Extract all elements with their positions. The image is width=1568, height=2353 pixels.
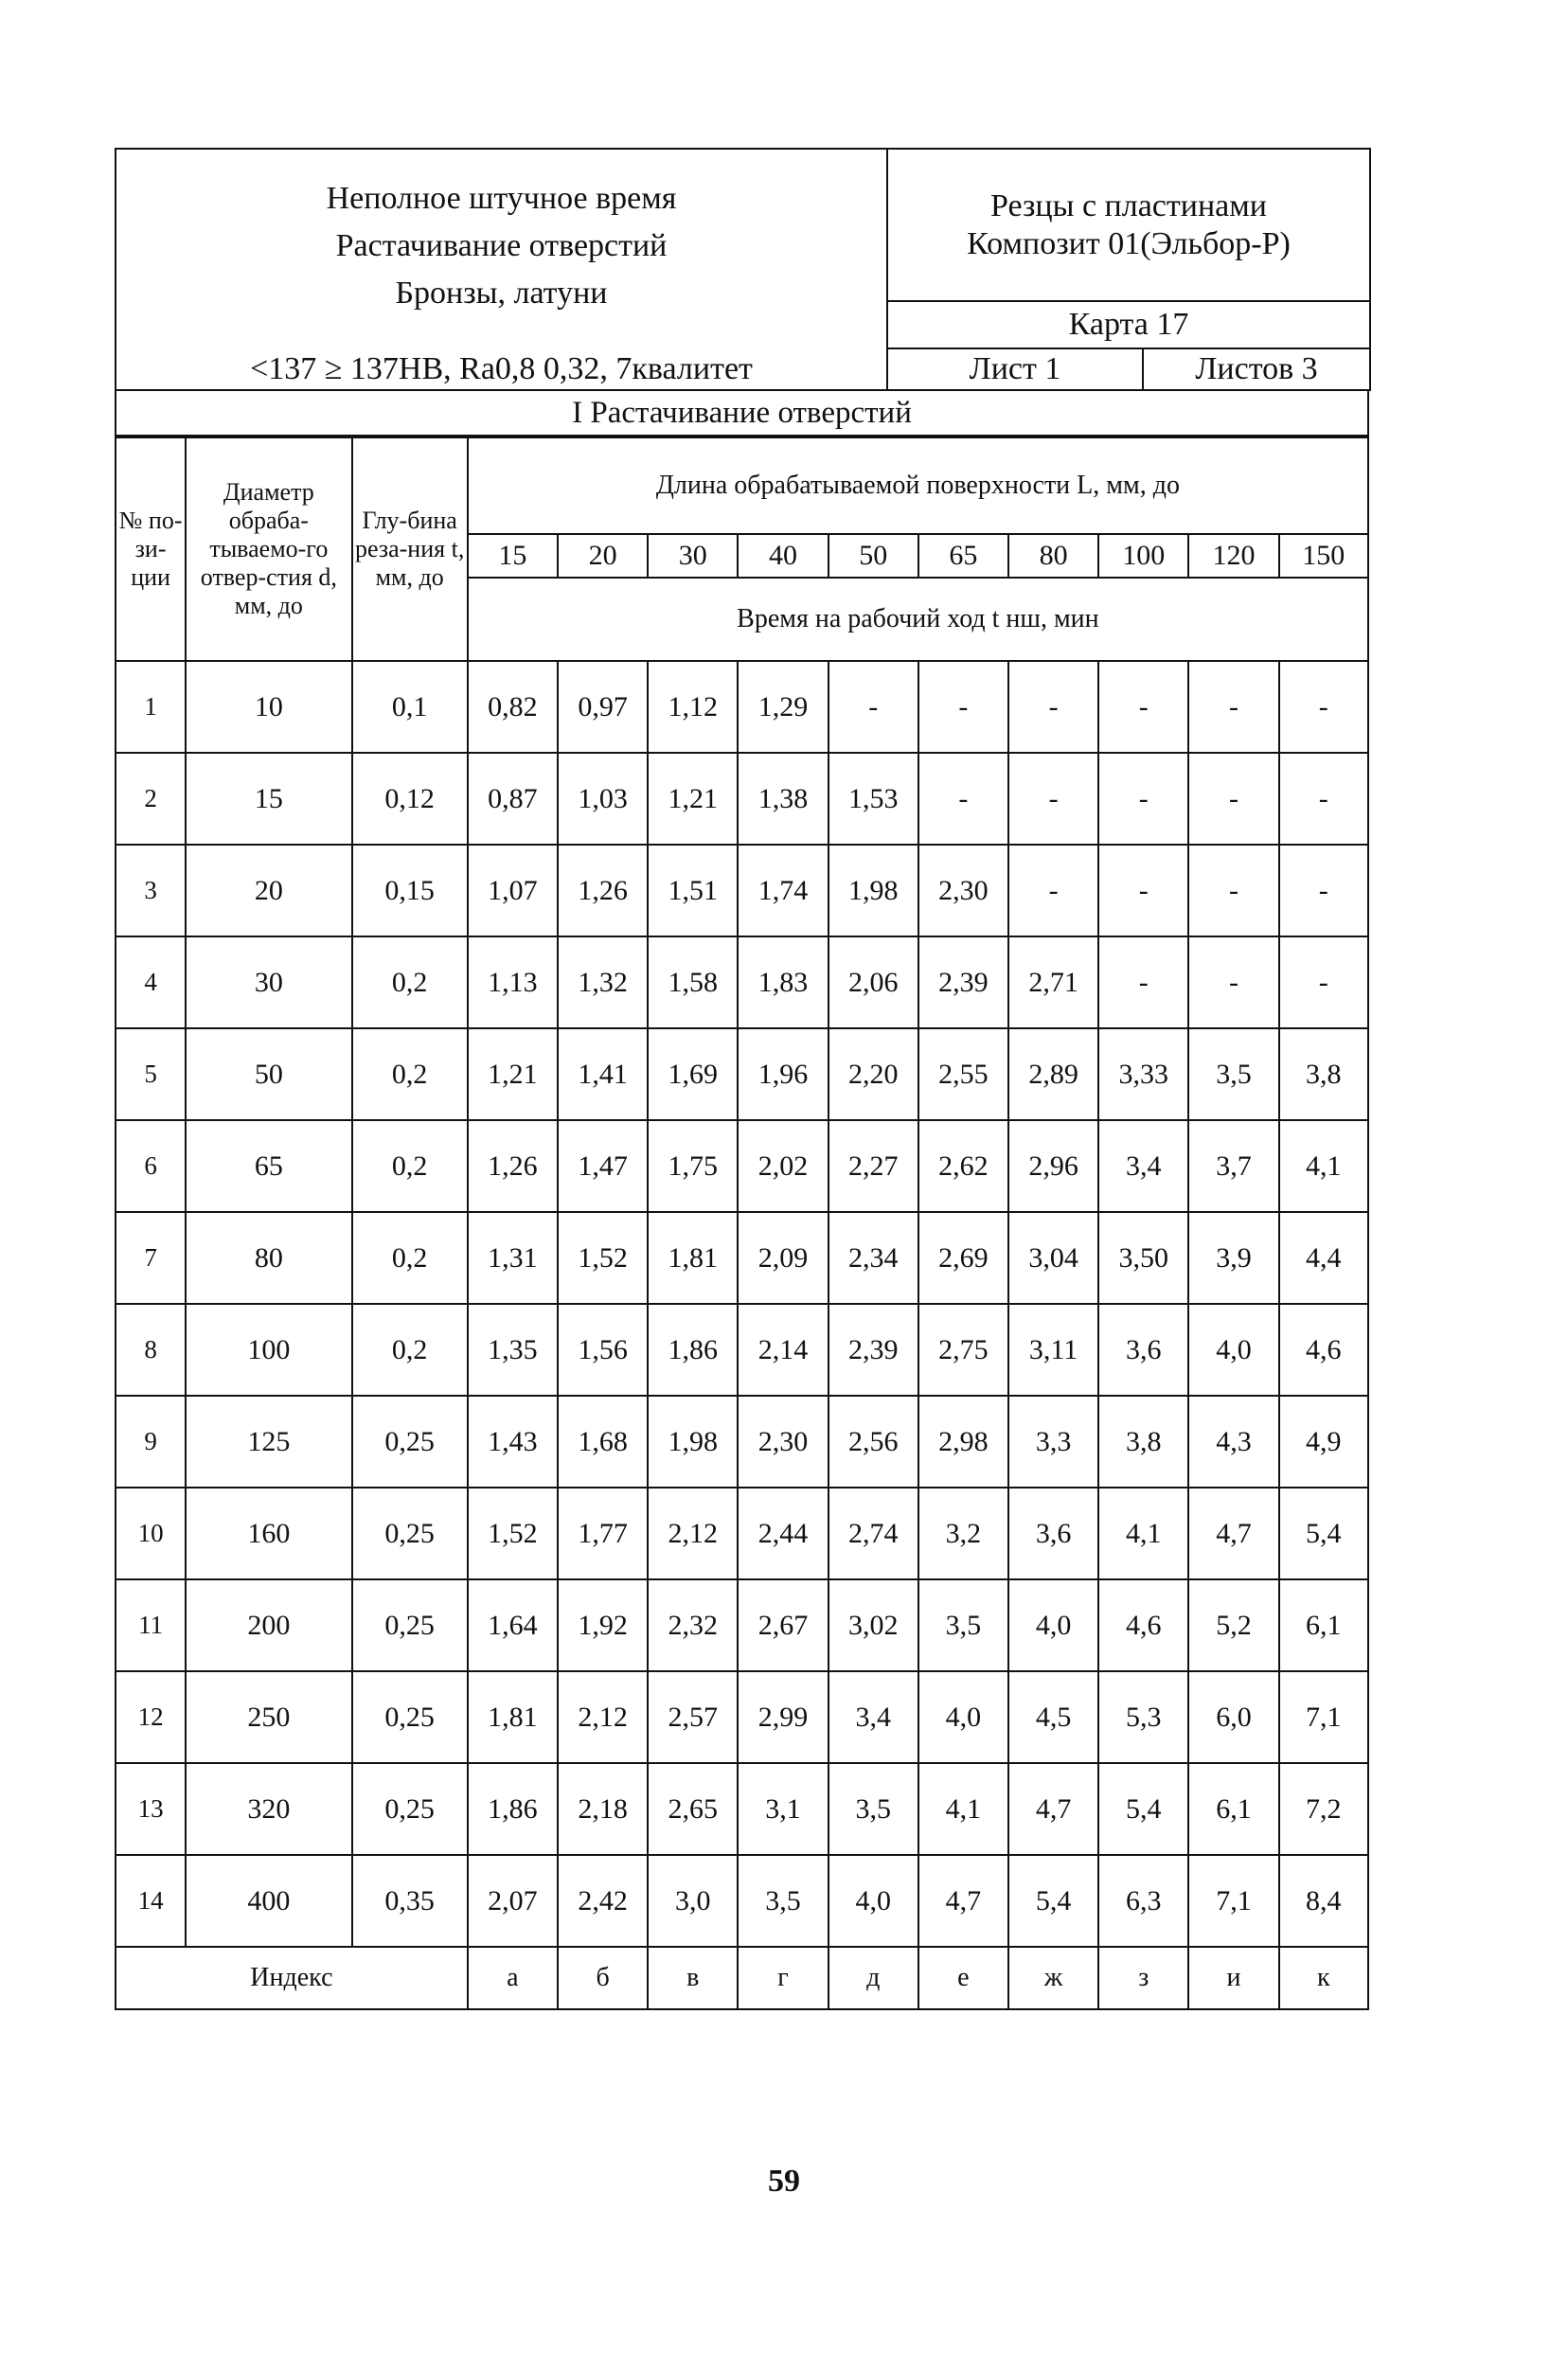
diameter-cell: 10: [186, 661, 351, 753]
time-cell: 1,75: [648, 1120, 738, 1212]
col-diameter-header: Диаметр обраба-тываемо-го отвер-стия d, мм, до: [186, 437, 351, 661]
time-cell: 2,39: [829, 1304, 918, 1396]
time-cell: 1,47: [558, 1120, 648, 1212]
time-cell: 2,39: [918, 936, 1008, 1028]
time-cell: 1,26: [558, 845, 648, 936]
table-row: [116, 1488, 1368, 1579]
time-cell: -: [1188, 845, 1278, 936]
position-cell: 9: [116, 1396, 186, 1488]
position-cell: 14: [116, 1855, 186, 1947]
time-cell: 2,09: [738, 1212, 828, 1304]
time-cell: 1,21: [468, 1028, 558, 1120]
time-cell: 4,5: [1008, 1671, 1098, 1763]
time-cell: 1,26: [468, 1120, 558, 1212]
time-cell: -: [918, 753, 1008, 845]
cutters-line1: Резцы с пластинами: [990, 187, 1267, 223]
table-row: [116, 1855, 1368, 1947]
time-cell: 3,9: [1188, 1212, 1278, 1304]
depth-cell: 0,35: [352, 1855, 468, 1947]
table-row: [116, 845, 1368, 936]
time-cell: 1,35: [468, 1304, 558, 1396]
diameter-cell: 250: [186, 1671, 351, 1763]
table-row: [116, 1579, 1368, 1671]
time-cell: 4,0: [918, 1671, 1008, 1763]
length-header: 15: [468, 534, 558, 578]
time-cell: 1,81: [468, 1671, 558, 1763]
table-row: [116, 1396, 1368, 1488]
time-cell: -: [1008, 753, 1098, 845]
depth-cell: 0,2: [352, 936, 468, 1028]
time-cell: 1,83: [738, 936, 828, 1028]
time-cell: 6,0: [1188, 1671, 1278, 1763]
index-cell: а: [468, 1947, 558, 2009]
time-cell: 1,52: [468, 1488, 558, 1579]
time-cell: -: [1279, 936, 1368, 1028]
col-depth-header: Глу-бина реза-ния t, мм, до: [352, 437, 468, 661]
depth-cell: 0,25: [352, 1396, 468, 1488]
index-row: [116, 1947, 1368, 2009]
length-header: 100: [1098, 534, 1188, 578]
time-cell: 1,92: [558, 1579, 648, 1671]
time-cell: 0,82: [468, 661, 558, 753]
time-cell: 2,30: [918, 845, 1008, 936]
table-row: [116, 753, 1368, 845]
position-cell: 12: [116, 1671, 186, 1763]
time-cell: 4,3: [1188, 1396, 1278, 1488]
depth-cell: 0,2: [352, 1304, 468, 1396]
length-header: 80: [1008, 534, 1098, 578]
index-cell: к: [1279, 1947, 1368, 2009]
time-cell: 3,8: [1279, 1028, 1368, 1120]
time-cell: 4,4: [1279, 1212, 1368, 1304]
time-cell: 1,56: [558, 1304, 648, 1396]
index-cell: в: [648, 1947, 738, 2009]
time-cell: 4,7: [1008, 1763, 1098, 1855]
index-cell: ж: [1008, 1947, 1098, 2009]
time-cell: 4,6: [1098, 1579, 1188, 1671]
time-cell: 3,11: [1008, 1304, 1098, 1396]
time-cell: 7,2: [1279, 1763, 1368, 1855]
time-cell: 2,12: [558, 1671, 648, 1763]
time-cell: -: [1008, 845, 1098, 936]
section-header: [115, 391, 1369, 437]
diameter-cell: 20: [186, 845, 351, 936]
depth-cell: 0,2: [352, 1212, 468, 1304]
diameter-cell: 125: [186, 1396, 351, 1488]
time-cell: 2,75: [918, 1304, 1008, 1396]
position-cell: 3: [116, 845, 186, 936]
depth-cell: 0,25: [352, 1671, 468, 1763]
time-cell: 4,9: [1279, 1396, 1368, 1488]
position-cell: 7: [116, 1212, 186, 1304]
time-cell: -: [1188, 661, 1278, 753]
table-row: [116, 1028, 1368, 1120]
depth-cell: 0,1: [352, 661, 468, 753]
time-cell: 2,42: [558, 1855, 648, 1947]
time-cell: 3,5: [738, 1855, 828, 1947]
table-row: [116, 1120, 1368, 1212]
time-cell: 2,14: [738, 1304, 828, 1396]
sheets-total: Листов 3: [1143, 348, 1370, 390]
index-label: Индекс: [116, 1947, 468, 2009]
time-cell: 4,1: [1098, 1488, 1188, 1579]
depth-cell: 0,2: [352, 1028, 468, 1120]
time-title: Время на рабочий ход t нш, мин: [468, 578, 1368, 661]
section-title: I Растачивание отверстий: [116, 391, 1368, 436]
position-cell: 4: [116, 936, 186, 1028]
time-cell: 3,5: [1188, 1028, 1278, 1120]
time-cell: 1,03: [558, 753, 648, 845]
time-table: [115, 437, 1369, 2010]
length-header: 50: [829, 534, 918, 578]
time-cell: 2,56: [829, 1396, 918, 1488]
time-cell: 1,74: [738, 845, 828, 936]
time-cell: 2,89: [1008, 1028, 1098, 1120]
time-cell: 3,50: [1098, 1212, 1188, 1304]
norm-card: [115, 148, 1369, 2010]
time-cell: 3,1: [738, 1763, 828, 1855]
time-cell: 6,1: [1279, 1579, 1368, 1671]
time-cell: 4,0: [829, 1855, 918, 1947]
time-cell: 2,27: [829, 1120, 918, 1212]
table-body: [116, 661, 1368, 1947]
position-cell: 13: [116, 1763, 186, 1855]
time-cell: 3,02: [829, 1579, 918, 1671]
index-cell: б: [558, 1947, 648, 2009]
index-cell: з: [1098, 1947, 1188, 2009]
time-cell: 2,30: [738, 1396, 828, 1488]
time-cell: 1,52: [558, 1212, 648, 1304]
time-cell: 1,77: [558, 1488, 648, 1579]
diameter-cell: 15: [186, 753, 351, 845]
time-cell: 5,3: [1098, 1671, 1188, 1763]
time-cell: 1,32: [558, 936, 648, 1028]
time-cell: 1,51: [648, 845, 738, 936]
time-cell: 7,1: [1279, 1671, 1368, 1763]
time-cell: 1,41: [558, 1028, 648, 1120]
table-row: [116, 661, 1368, 753]
diameter-cell: 30: [186, 936, 351, 1028]
time-cell: 0,97: [558, 661, 648, 753]
length-header: 30: [648, 534, 738, 578]
page-number: 59: [768, 2164, 800, 2199]
time-cell: 1,86: [468, 1763, 558, 1855]
time-cell: -: [1098, 936, 1188, 1028]
time-cell: -: [1008, 661, 1098, 753]
time-cell: 2,67: [738, 1579, 828, 1671]
time-cell: 2,65: [648, 1763, 738, 1855]
depth-cell: 0,2: [352, 1120, 468, 1212]
position-cell: 10: [116, 1488, 186, 1579]
time-cell: 2,20: [829, 1028, 918, 1120]
diameter-cell: 65: [186, 1120, 351, 1212]
col-position-header: № по-зи-ции: [116, 437, 186, 661]
title-line3: Бронзы, латуни: [395, 276, 608, 311]
time-cell: 3,4: [829, 1671, 918, 1763]
table-row: [116, 1763, 1368, 1855]
index-cell: г: [738, 1947, 828, 2009]
time-cell: 0,87: [468, 753, 558, 845]
time-cell: 1,96: [738, 1028, 828, 1120]
time-cell: 3,8: [1098, 1396, 1188, 1488]
time-cell: 3,0: [648, 1855, 738, 1947]
time-cell: 2,44: [738, 1488, 828, 1579]
time-cell: -: [829, 661, 918, 753]
time-cell: 4,0: [1008, 1579, 1098, 1671]
index-cell: е: [918, 1947, 1008, 2009]
time-cell: 2,71: [1008, 936, 1098, 1028]
cutters-line2: Композит 01(Эльбор-Р): [967, 225, 1291, 261]
title-line2: Растачивание отверстий: [335, 228, 668, 263]
position-cell: 2: [116, 753, 186, 845]
time-cell: 3,04: [1008, 1212, 1098, 1304]
time-cell: -: [1188, 936, 1278, 1028]
table-row: [116, 1304, 1368, 1396]
time-cell: 3,2: [918, 1488, 1008, 1579]
position-cell: 11: [116, 1579, 186, 1671]
diameter-cell: 100: [186, 1304, 351, 1396]
time-cell: 6,1: [1188, 1763, 1278, 1855]
time-cell: 5,4: [1098, 1763, 1188, 1855]
time-cell: 4,1: [918, 1763, 1008, 1855]
time-cell: 1,58: [648, 936, 738, 1028]
position-cell: 8: [116, 1304, 186, 1396]
time-cell: 3,4: [1098, 1120, 1188, 1212]
time-cell: 1,86: [648, 1304, 738, 1396]
time-cell: 1,98: [829, 845, 918, 936]
time-cell: 1,29: [738, 661, 828, 753]
time-cell: 1,81: [648, 1212, 738, 1304]
time-cell: 2,34: [829, 1212, 918, 1304]
time-cell: 1,53: [829, 753, 918, 845]
depth-cell: 0,25: [352, 1763, 468, 1855]
length-title: Длина обрабатываемой поверхности L, мм, до: [468, 437, 1368, 534]
length-header: 150: [1279, 534, 1368, 578]
diameter-cell: 200: [186, 1579, 351, 1671]
time-cell: 5,4: [1008, 1855, 1098, 1947]
time-cell: 2,96: [1008, 1120, 1098, 1212]
index-cell: и: [1188, 1947, 1278, 2009]
time-cell: 2,57: [648, 1671, 738, 1763]
table-row: [116, 1212, 1368, 1304]
depth-cell: 0,12: [352, 753, 468, 845]
cutters-cell: [887, 149, 1370, 301]
time-cell: 4,1: [1279, 1120, 1368, 1212]
time-cell: 1,43: [468, 1396, 558, 1488]
diameter-cell: 160: [186, 1488, 351, 1579]
time-cell: 3,3: [1008, 1396, 1098, 1488]
time-cell: 3,7: [1188, 1120, 1278, 1212]
time-cell: 3,6: [1008, 1488, 1098, 1579]
diameter-cell: 320: [186, 1763, 351, 1855]
time-cell: 2,02: [738, 1120, 828, 1212]
time-cell: 1,64: [468, 1579, 558, 1671]
table-row: [116, 936, 1368, 1028]
position-cell: 1: [116, 661, 186, 753]
position-cell: 6: [116, 1120, 186, 1212]
length-header: 20: [558, 534, 648, 578]
time-cell: 1,98: [648, 1396, 738, 1488]
time-cell: 3,5: [829, 1763, 918, 1855]
time-cell: 6,3: [1098, 1855, 1188, 1947]
time-cell: 7,1: [1188, 1855, 1278, 1947]
time-cell: 8,4: [1279, 1855, 1368, 1947]
time-cell: 1,68: [558, 1396, 648, 1488]
time-cell: 4,7: [1188, 1488, 1278, 1579]
title-line1: Неполное штучное время: [326, 181, 677, 216]
time-cell: 2,74: [829, 1488, 918, 1579]
position-cell: 5: [116, 1028, 186, 1120]
time-cell: 2,98: [918, 1396, 1008, 1488]
length-header: 40: [738, 534, 828, 578]
table-row: [116, 1671, 1368, 1763]
time-cell: 1,21: [648, 753, 738, 845]
time-cell: -: [1098, 661, 1188, 753]
length-header: 120: [1188, 534, 1278, 578]
diameter-cell: 50: [186, 1028, 351, 1120]
diameter-cell: 400: [186, 1855, 351, 1947]
length-header: 65: [918, 534, 1008, 578]
time-cell: -: [1279, 753, 1368, 845]
time-cell: 4,7: [918, 1855, 1008, 1947]
index-cell: д: [829, 1947, 918, 2009]
conditions-line: <137 ≥ 137НВ, Ra0,8 0,32, 7квалитет: [116, 348, 887, 390]
time-cell: 4,6: [1279, 1304, 1368, 1396]
time-cell: 3,6: [1098, 1304, 1188, 1396]
time-cell: -: [1188, 753, 1278, 845]
diameter-cell: 80: [186, 1212, 351, 1304]
sheet-number: Лист 1: [887, 348, 1143, 390]
time-cell: 2,12: [648, 1488, 738, 1579]
header-titles: [116, 149, 887, 348]
time-cell: 2,06: [829, 936, 918, 1028]
time-cell: 2,07: [468, 1855, 558, 1947]
card-number: Карта 17: [887, 301, 1370, 348]
time-cell: -: [918, 661, 1008, 753]
time-cell: -: [1098, 753, 1188, 845]
time-cell: -: [1279, 845, 1368, 936]
time-cell: -: [1098, 845, 1188, 936]
time-cell: 3,33: [1098, 1028, 1188, 1120]
time-cell: 4,0: [1188, 1304, 1278, 1396]
card-header: [115, 148, 1371, 391]
depth-cell: 0,15: [352, 845, 468, 936]
time-cell: 1,31: [468, 1212, 558, 1304]
time-cell: 2,99: [738, 1671, 828, 1763]
time-cell: 2,62: [918, 1120, 1008, 1212]
time-cell: 5,4: [1279, 1488, 1368, 1579]
time-cell: 2,32: [648, 1579, 738, 1671]
time-cell: -: [1279, 661, 1368, 753]
depth-cell: 0,25: [352, 1488, 468, 1579]
time-cell: 1,38: [738, 753, 828, 845]
time-cell: 1,12: [648, 661, 738, 753]
time-cell: 1,69: [648, 1028, 738, 1120]
time-cell: 3,5: [918, 1579, 1008, 1671]
time-cell: 5,2: [1188, 1579, 1278, 1671]
time-cell: 2,69: [918, 1212, 1008, 1304]
time-cell: 2,55: [918, 1028, 1008, 1120]
time-cell: 1,13: [468, 936, 558, 1028]
time-cell: 2,18: [558, 1763, 648, 1855]
depth-cell: 0,25: [352, 1579, 468, 1671]
time-cell: 1,07: [468, 845, 558, 936]
